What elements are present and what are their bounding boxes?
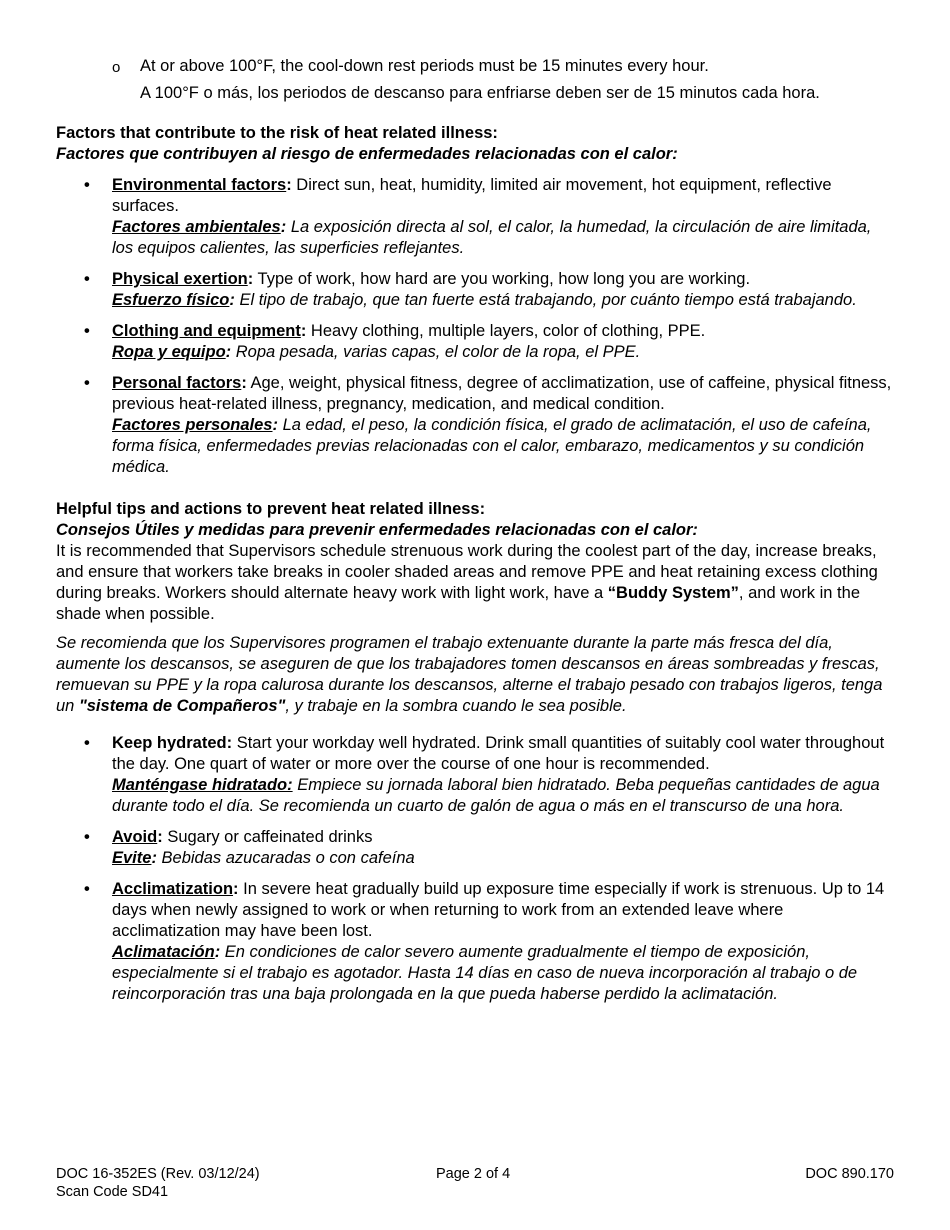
factors-list bbox=[56, 175, 896, 478]
term-colon: : bbox=[157, 828, 163, 846]
item-text-en: Heavy clothing, multiple layers, color of clothing, PPE. bbox=[306, 322, 706, 340]
term-colon: : bbox=[233, 880, 239, 898]
term-en: Avoid bbox=[112, 828, 158, 846]
list-item bbox=[56, 269, 896, 311]
term-colon: : bbox=[300, 322, 307, 340]
term-colon: : bbox=[151, 849, 157, 867]
item-text-es: Ropa pesada, varias capas, el color de la ropa, el PPE. bbox=[231, 343, 641, 361]
term-en: Personal factors bbox=[112, 374, 242, 392]
list-item bbox=[56, 733, 896, 817]
term-es: Factores ambientales bbox=[112, 218, 281, 236]
term-colon: : bbox=[229, 291, 235, 309]
term-colon: : bbox=[280, 218, 287, 236]
term-en: Acclimatization bbox=[112, 880, 234, 898]
term-en: Clothing and equipment bbox=[112, 322, 301, 340]
term-colon: : bbox=[272, 416, 278, 434]
bullet-icon: • bbox=[84, 374, 90, 392]
term-es: Esfuerzo físico bbox=[112, 291, 230, 309]
page-footer bbox=[56, 1165, 894, 1201]
bullet-icon: • bbox=[84, 322, 90, 340]
bullet-icon: • bbox=[84, 176, 90, 194]
list-item bbox=[56, 827, 896, 869]
page-number: Page 2 of 4 bbox=[436, 1166, 511, 1182]
list-item bbox=[56, 321, 896, 363]
tips-list bbox=[56, 733, 896, 1005]
item-text-es: En condiciones de calor severo aumente gradualmente el tiempo de exposición, especialmente si el trabajo es agotador. Hasta 14 días en caso de nueva incorporación al trabajo o de reincorporación tras una baja prolongada en la que pueda haberse perdido la aclimatación. bbox=[112, 943, 858, 1003]
doc-number: DOC 890.170 bbox=[805, 1166, 894, 1182]
term-en: Keep hydrated: bbox=[112, 734, 233, 752]
factors-heading-es: Factores que contribuyen al riesgo de enfermedades relacionadas con el calor: bbox=[56, 145, 678, 163]
bullet-icon: • bbox=[84, 828, 90, 846]
list-item bbox=[56, 879, 896, 1005]
sub-list-item bbox=[56, 56, 896, 104]
item-text-es: La edad, el peso, la condición física, el grado de aclimatación, el uso de cafeína, forma física, enfermedades previas relacionadas con el calor, embarazo, medicamentos y su condición médica. bbox=[112, 416, 872, 476]
term-colon: : bbox=[241, 374, 247, 392]
item-text-en: Start your workday well hydrated. Drink small quantities of suitably cool water throughout the day. One quart of water or more over the course of one hour is recommended. bbox=[112, 734, 885, 773]
para-text: , and work in the shade when possible. bbox=[56, 584, 860, 623]
para-text: Se recomienda que los Supervisores programen el trabajo extenuante durante la parte más fresca del día, aumente los descansos, se aseguren de que los trabajadores tomen descansos en áreas sombreadas y frescas, remuevan su PPE y la ropa calurosa durante los descansos, alterne el trabajo pesado con trabajos ligeros, tenga un bbox=[56, 634, 883, 715]
term-en: Environmental factors bbox=[112, 176, 287, 194]
item-text-en: Sugary or caffeinated drinks bbox=[162, 828, 373, 846]
hollow-bullet-icon: o bbox=[112, 59, 121, 76]
tips-paragraph-es bbox=[56, 633, 896, 717]
item-text-en: Direct sun, heat, humidity, limited air movement, hot equipment, reflective surfaces. bbox=[112, 176, 832, 215]
tips-paragraph-en bbox=[56, 541, 896, 625]
list-item bbox=[56, 373, 896, 478]
term-es: Manténgase hidratado: bbox=[112, 776, 293, 794]
intro-item-es: A 100°F o más, los periodos de descanso para enfriarse deben ser de 15 minutos cada hora. bbox=[140, 84, 820, 102]
term-colon: : bbox=[214, 943, 221, 961]
factors-heading bbox=[56, 123, 896, 165]
para-text: , y trabaje en la sombra cuando le sea posible. bbox=[285, 697, 627, 715]
document-page bbox=[56, 56, 896, 1015]
term-colon: : bbox=[286, 176, 292, 194]
item-text-es: La exposición directa al sol, el calor, la humedad, la circulación de aire limitada, los equipos calientes, las superficies reflejantes. bbox=[112, 218, 872, 257]
item-text-en: In severe heat gradually build up exposure time especially if work is strenuous. Up to 14 days when newly assigned to work or when returning to work from an extended leave where acclimatization may have been lost. bbox=[112, 880, 885, 940]
doc-id: DOC 16-352ES (Rev. 03/12/24) bbox=[56, 1166, 260, 1182]
factors-heading-en: Factors that contribute to the risk of heat related illness: bbox=[56, 124, 498, 142]
buddy-system-term: "sistema de Compañeros" bbox=[78, 697, 286, 715]
item-text-es: Bebidas azucaradas o con cafeína bbox=[156, 849, 415, 867]
item-text-en: Age, weight, physical fitness, degree of acclimatization, use of caffeine, physical fitness, previous heat-related illness, pregnancy, medication, and medical condition. bbox=[112, 374, 892, 413]
term-en: Physical exertion bbox=[112, 270, 248, 288]
bullet-icon: • bbox=[84, 880, 90, 898]
term-colon: : bbox=[247, 270, 254, 288]
item-text-es: El tipo de trabajo, que tan fuerte está trabajando, por cuánto tiempo está trabajando. bbox=[234, 291, 857, 309]
list-item bbox=[56, 175, 896, 259]
item-text-en: Type of work, how hard are you working, how long you are working. bbox=[253, 270, 751, 288]
intro-item-en: At or above 100°F, the cool-down rest periods must be 15 minutes every hour. bbox=[140, 57, 709, 75]
term-es: Evite bbox=[112, 849, 152, 867]
item-text-es: Empiece su jornada laboral bien hidratado. Beba pequeñas cantidades de agua durante todo el día. Se recomienda un cuarto de galón de agua o más en el transcurso de una hora. bbox=[112, 776, 880, 815]
tips-heading bbox=[56, 499, 896, 541]
scan-code: Scan Code SD41 bbox=[56, 1184, 169, 1200]
term-es: Ropa y equipo bbox=[112, 343, 226, 361]
para-text: It is recommended that Supervisors schedule strenuous work during the coolest part of the day, increase breaks, and ensure that workers take breaks in cooler shaded areas and remove PPE and heat retaining excess clothing during breaks. Workers should alternate heavy work with light work, have a bbox=[56, 542, 878, 602]
tips-heading-es: Consejos Útiles y medidas para prevenir enfermedades relacionadas con el calor: bbox=[56, 521, 698, 539]
buddy-system-term: “Buddy System” bbox=[607, 584, 739, 602]
term-es: Aclimatación bbox=[112, 943, 215, 961]
bullet-icon: • bbox=[84, 270, 90, 288]
term-colon: : bbox=[225, 343, 232, 361]
bullet-icon: • bbox=[84, 734, 90, 752]
term-es: Factores personales bbox=[112, 416, 273, 434]
tips-heading-en: Helpful tips and actions to prevent heat related illness: bbox=[56, 500, 486, 518]
